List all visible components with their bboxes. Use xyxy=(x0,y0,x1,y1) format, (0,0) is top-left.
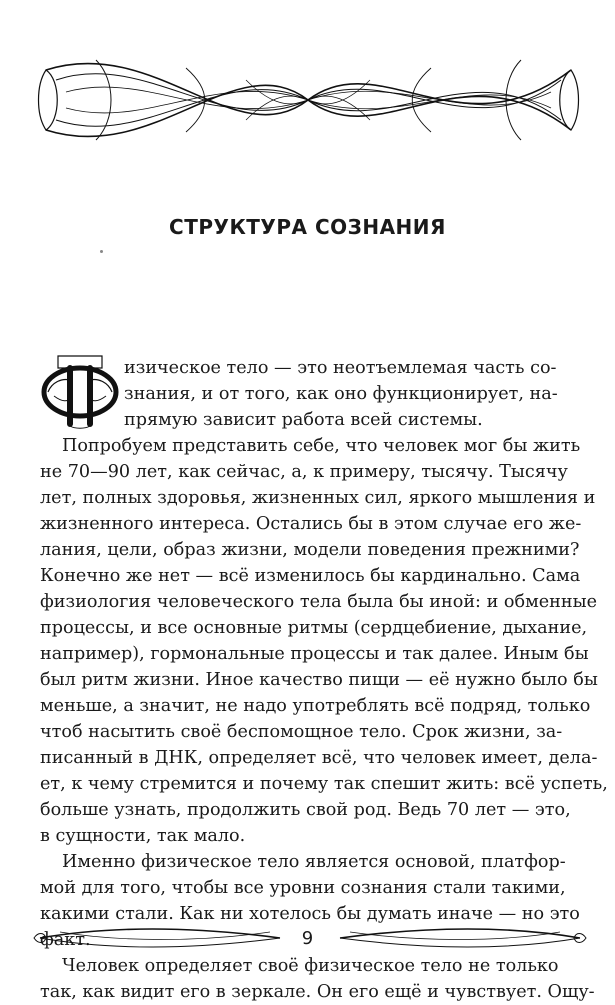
text-line: Конечно же нет — всё изменилось бы кардинально. Сама xyxy=(40,566,581,586)
text-line: знания, и от того, как оно функционирует, на- xyxy=(124,384,558,404)
text-line: больше узнать, продолжить свой род. Ведь 70 лет — это, xyxy=(40,800,571,820)
text-line: меньше, а значит, не надо употреблять всё подряд, только xyxy=(40,696,591,716)
text-line: Попробуем представить себе, что человек мог бы жить xyxy=(62,436,581,456)
speck xyxy=(100,250,103,253)
text-line: жизненного интереса. Остались бы в этом случае его же- xyxy=(40,514,582,534)
text-line: процессы, и все основные ритмы (сердцебиение, дыхание, xyxy=(40,618,588,638)
text-line: Человек определяет своё физическое тело не только xyxy=(62,956,559,976)
top-ornament xyxy=(36,40,581,160)
text-line: лет, полных здоровья, жизненных сил, яркого мышления и xyxy=(40,488,596,508)
text-line: чтоб насытить своё беспомощное тело. Срок жизни, за- xyxy=(40,722,563,742)
text-line: был ритм жизни. Иное качество пищи — её нужно было бы xyxy=(40,670,598,690)
text-line: прямую зависит работа всей системы. xyxy=(124,410,483,430)
text-line: не 70—90 лет, как сейчас, а, к примеру, тысячу. Тысячу xyxy=(40,462,568,482)
text-line: в сущности, так мало. xyxy=(40,826,246,846)
text-line: лания, цели, образ жизни, модели поведения прежними? xyxy=(40,540,580,560)
text-line: какими стали. Как ни хотелось бы думать иначе — но это xyxy=(40,904,580,924)
text-line: например), гормональные процессы и так далее. Иным бы xyxy=(40,644,589,664)
body-text xyxy=(40,355,608,1005)
text-line: ет, к чему стремится и почему так спешит жить: всё успеть, xyxy=(40,774,608,794)
page-number: 9 xyxy=(301,928,314,949)
text-line: Именно физическое тело является основой, платфор- xyxy=(62,852,566,872)
text-line: физиология человеческого тела была бы иной: и обменные xyxy=(40,592,598,612)
text-line: писанный в ДНК, определяет всё, что человек имеет, дела- xyxy=(40,748,598,768)
text-line: так, как видит его в зеркале. Он его ещё и чувствует. Ощу- xyxy=(40,982,595,1002)
text-line: факт. xyxy=(40,930,91,950)
chapter-title: СТРУКТУРА СОЗНАНИЯ xyxy=(169,215,446,239)
text-line: изическое тело — это неотъемлемая часть со- xyxy=(124,358,557,378)
text-line: мой для того, чтобы все уровни сознания стали такими, xyxy=(40,878,566,898)
